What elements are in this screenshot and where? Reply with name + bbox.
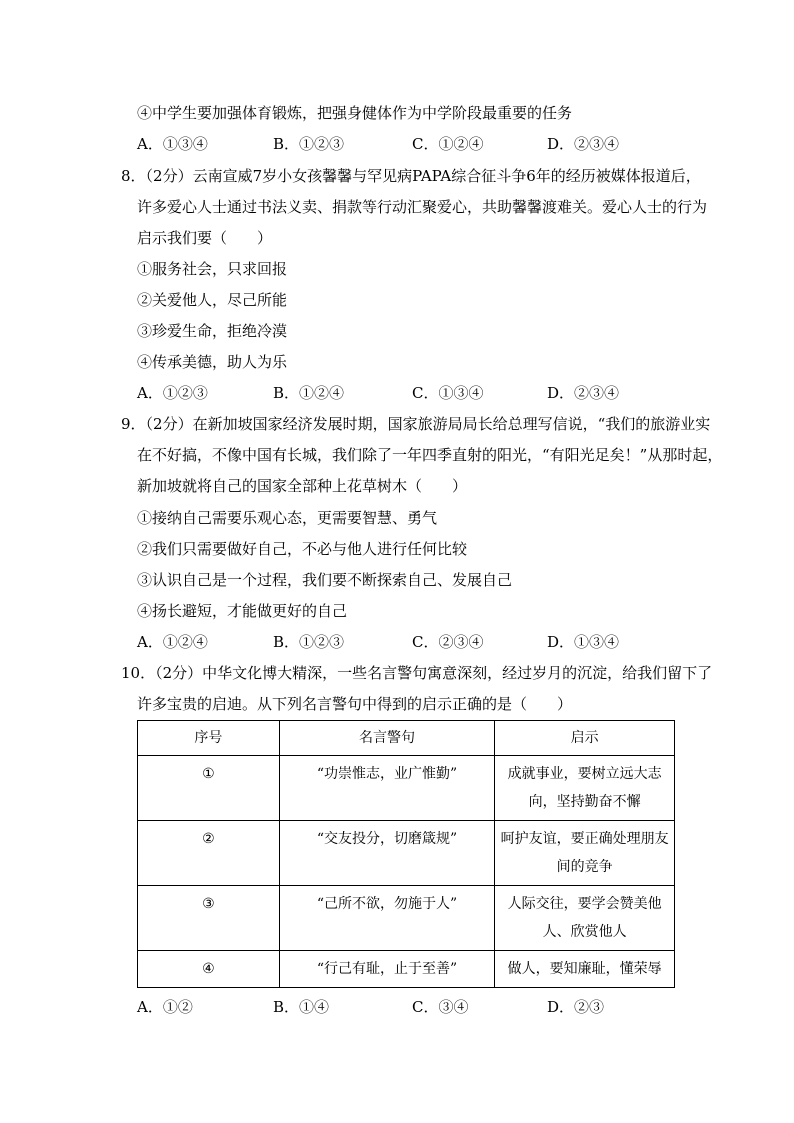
proverb-table [137,720,675,988]
q8-option-c: C．①③④ [412,384,484,402]
q9-item-1: ①接纳自己需要乐观心态，更需要智慧、勇气 [137,509,438,527]
q10-option-d: D．②③ [547,998,605,1016]
row-insight: 呵护友谊，要正确处理朋友间的竞争 [495,821,675,886]
row-number: ③ [138,886,280,951]
q9-item-4: ④扬长避短，才能做更好的自己 [137,602,348,620]
header-insight: 启示 [495,721,675,756]
q8-item-1: ①服务社会，只求回报 [137,260,288,278]
q10-option-a: A．①② [137,998,193,1016]
q9-option-d: D．①③④ [547,633,620,651]
q7-item-4: ④中学生要加强体育锻炼，把强身健体作为中学阶段最重要的任务 [137,104,573,122]
row-number: ② [138,821,280,886]
q9-option-a: A．①②④ [137,633,208,651]
q9-stem-line-1: 9．（2分）在新加坡国家经济发展时期，国家旅游局局长给总理写信说，“我们的旅游业实 [121,415,711,433]
q8-stem-line-1: 8．（2分）云南宣威7岁小女孩馨馨与罕见病PAPA综合征斗争6年的经历被媒体报道后， [121,167,701,185]
q8-option-a: A．①②③ [137,384,208,402]
q10-option-c: C．③④ [412,998,469,1016]
row-number: ① [138,756,280,821]
q8-item-2: ②关爱他人，尽己所能 [137,291,288,309]
q8-item-3: ③珍爱生命，拒绝冷漠 [137,322,288,340]
q9-item-3: ③认识自己是一个过程，我们要不断探索自己、发展自己 [137,571,513,589]
row-proverb: “己所不欲，勿施于人” [279,886,495,951]
row-proverb: “行己有耻，止于至善” [279,951,495,988]
q10-option-b: B．①④ [273,998,330,1016]
row-proverb: “功崇惟志，业广惟勤” [279,756,495,821]
q8-option-d: D．②③④ [547,384,620,402]
table-row [138,821,675,886]
row-insight: 做人，要知廉耻，懂荣辱 [495,951,675,988]
row-number: ④ [138,951,280,988]
header-proverb: 名言警句 [279,721,495,756]
q10-stem-line-1: 10．（2分）中华文化博大精深，一些名言警句寓意深刻，经过岁月的沉淀，给我们留下了 [121,664,713,682]
q7-option-a: A．①③④ [137,135,208,153]
q8-stem-line-2: 许多爱心人士通过书法义卖、捐款等行动汇聚爱心，共助馨馨渡难关。爱心人士的行为 [137,198,708,216]
q8-item-4: ④传承美德，助人为乐 [137,353,288,371]
header-number: 序号 [138,721,280,756]
table-row [138,756,675,821]
q9-stem-line-2: 在不好搞，不像中国有长城，我们除了一年四季直射的阳光，“有阳光足矣！”从那时起， [137,446,723,464]
q7-option-b: B．①②③ [273,135,345,153]
row-insight: 人际交往，要学会赞美他人、欣赏他人 [495,886,675,951]
q9-option-c: C．②③④ [412,633,484,651]
q7-option-d: D．②③④ [547,135,620,153]
table-row [138,886,675,951]
q9-stem-line-3: 新加坡就将自己的国家全部种上花草树木（ ） [137,477,468,495]
q8-option-b: B．①②④ [273,384,345,402]
q8-stem-line-3: 启示我们要（ ） [137,229,273,247]
q7-option-c: C．①②④ [412,135,484,153]
q9-item-2: ②我们只需要做好自己，不必与他人进行任何比较 [137,540,468,558]
table-header-row [138,721,675,756]
row-insight: 成就事业，要树立远大志向，坚持勤奋不懈 [495,756,675,821]
table-row [138,951,675,988]
row-proverb: “交友投分，切磨箴规” [279,821,495,886]
q9-option-b: B．①②③ [273,633,345,651]
q10-stem-line-2: 许多宝贵的启迪。从下列名言警句中得到的启示正确的是（ ） [137,695,573,713]
